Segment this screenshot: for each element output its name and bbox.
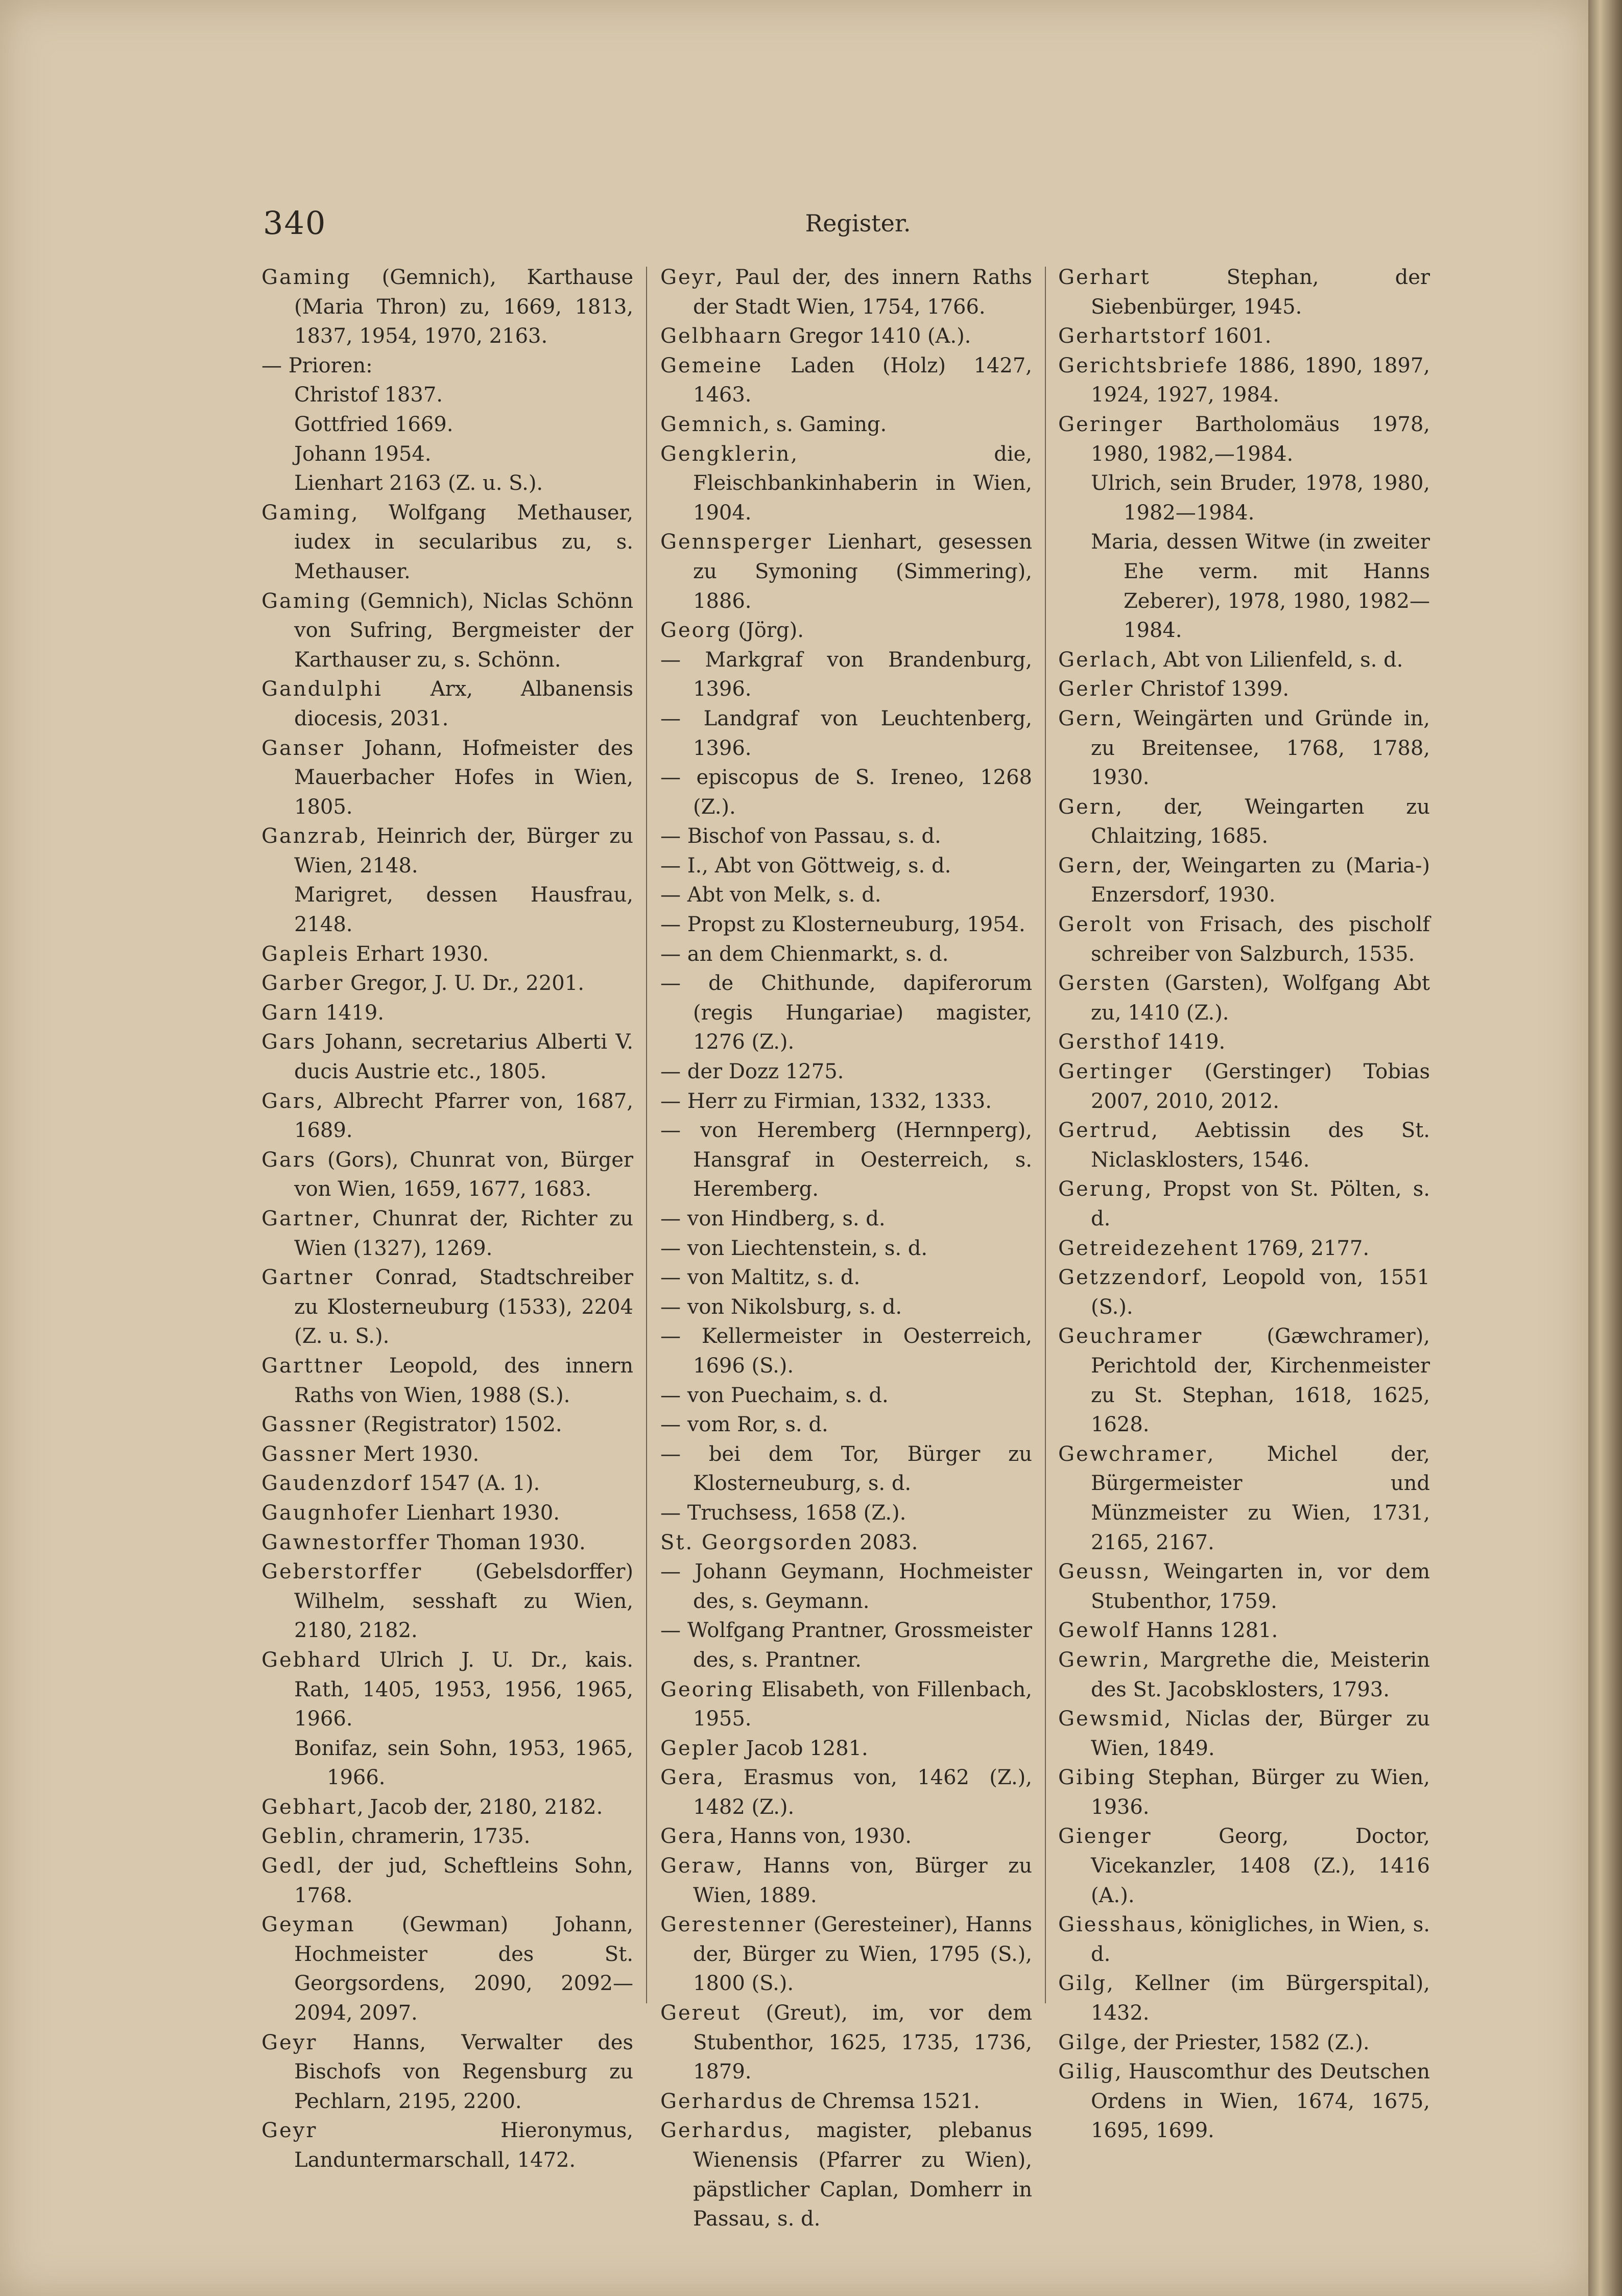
entry-headword: Geraw — [660, 1854, 736, 1878]
index-entry — [660, 2087, 1032, 2117]
entry-text: — Markgraf von Brandenburg, 1396. — [660, 648, 1032, 701]
index-entry — [1058, 675, 1430, 704]
index-entry — [261, 1499, 633, 1528]
index-entry — [261, 940, 633, 969]
index-entry — [660, 351, 1032, 410]
entry-headword: Gienger — [1058, 1825, 1152, 1849]
entry-text: , Wolfgang Methauser, iudex in secularibus zu, s. Methauser. — [294, 501, 633, 583]
entry-text: 1419. — [319, 1001, 384, 1025]
index-entry — [660, 1293, 1032, 1322]
entry-text: , Propst von St. Pölten, s. d. — [1091, 1177, 1430, 1230]
entry-text: , Hanns von, 1930. — [717, 1825, 912, 1849]
entry-headword: Gilg — [1058, 1972, 1107, 1996]
entry-headword: Gewrin — [1058, 1648, 1143, 1672]
index-entry — [660, 969, 1032, 1057]
index-entry — [660, 528, 1032, 616]
index-entry — [660, 1057, 1032, 1087]
index-entry — [660, 822, 1032, 851]
entry-headword: St. Georgsorden — [660, 1530, 853, 1554]
index-entry — [1058, 1440, 1430, 1557]
index-entry — [660, 1852, 1032, 1910]
entry-headword: Gera — [660, 1825, 717, 1849]
entry-text: Jacob 1281. — [739, 1736, 868, 1760]
entry-headword: Gaudenzdorf — [261, 1472, 412, 1496]
entry-text: (Jörg). — [731, 619, 804, 643]
column-rule — [646, 267, 647, 2003]
entry-headword: Gertinger — [1058, 1060, 1173, 1084]
entry-text: , Weingarten in, vor dem Stubenthor, 1759. — [1091, 1560, 1430, 1613]
index-entry — [660, 1675, 1032, 1734]
entry-text: 1601. — [1206, 324, 1272, 348]
entry-headword: Gemeine — [660, 353, 763, 377]
entry-headword: Gaming — [261, 589, 351, 613]
entry-text: — an dem Chienmarkt, s. d. — [660, 942, 949, 966]
page-number: 340 — [263, 204, 327, 242]
index-column-2 — [660, 263, 1032, 2234]
index-entry — [1058, 1028, 1430, 1057]
index-entry — [1058, 793, 1430, 851]
entry-text: 1547 (A. 1). — [412, 1472, 540, 1496]
entry-text: — Propst zu Klosterneuburg, 1954. — [660, 913, 1025, 937]
entry-text: Stephan, der Siebenbürger, 1945. — [1091, 266, 1430, 319]
index-entry — [261, 381, 633, 410]
index-entry — [1058, 1763, 1430, 1822]
entry-text: Mert 1930. — [356, 1442, 480, 1466]
index-entry — [660, 1734, 1032, 1764]
entry-text: , Paul der, des innern Raths der Stadt Wien, 1754, 1766. — [693, 266, 1032, 319]
index-entry — [660, 1763, 1032, 1822]
entry-headword: Gedl — [261, 1854, 316, 1878]
entry-text: (Registrator) 1502. — [356, 1413, 562, 1437]
index-entry — [660, 1910, 1032, 1999]
entry-text: 1886, 1890, 1897, 1924, 1927, 1984. — [1091, 353, 1430, 407]
entry-headword: Gaming — [261, 266, 351, 289]
entry-headword: Getzzendorf — [1058, 1266, 1201, 1290]
entry-text: Hieronymus, Landuntermarschall, 1472. — [294, 2119, 633, 2172]
index-entry — [261, 881, 633, 939]
entry-text: , Heinrich der, Bürger zu Wien, 2148. — [294, 824, 633, 878]
entry-text: — von Maltitz, s. d. — [660, 1266, 861, 1290]
entry-text: — Wolfgang Prantner, Grossmeister des, s. Prantner. — [660, 1619, 1032, 1672]
index-entry — [1058, 1616, 1430, 1646]
entry-headword: Gewsmid — [1058, 1707, 1164, 1731]
entry-text: Bonifaz, sein Sohn, 1953, 1965, 1966. — [294, 1736, 633, 1790]
entry-headword: Gandulphi — [261, 677, 383, 701]
index-entry — [1058, 410, 1430, 469]
entry-text: Georg, Doctor, Vicekanzler, 1408 (Z.), 1416 (A.). — [1091, 1825, 1430, 1907]
entry-text: — vom Ror, s. d. — [660, 1413, 828, 1437]
index-entry — [261, 440, 633, 469]
index-entry — [1058, 646, 1430, 675]
entry-text: — von Liechtenstein, s. d. — [660, 1236, 928, 1260]
index-entry — [660, 704, 1032, 763]
entry-text: (Gemnich), Karthause (Maria Thron) zu, 1669, 1813, 1837, 1954, 1970, 2163. — [294, 266, 633, 348]
index-entry — [261, 1734, 633, 1793]
index-entry — [1058, 2057, 1430, 2146]
entry-headword: Gapleis — [261, 942, 350, 966]
index-entry — [261, 410, 633, 440]
entry-text: Christof 1837. — [294, 383, 443, 407]
entry-text: — von Hindberg, s. d. — [660, 1207, 886, 1230]
entry-text: Stephan, Bürger zu Wien, 1936. — [1091, 1766, 1430, 1819]
index-entry — [1058, 1057, 1430, 1116]
index-column-1 — [261, 263, 633, 2175]
entry-text: , Niclas der, Bürger zu Wien, 1849. — [1091, 1707, 1430, 1760]
entry-headword: Garn — [261, 1001, 319, 1025]
index-entry — [1058, 1234, 1430, 1264]
entry-text: (Gebelsdorffer) Wilhelm, sesshaft zu Wien, 2180, 2182. — [294, 1560, 633, 1643]
entry-headword: Gern — [1058, 706, 1116, 730]
entry-text: , Abt von Lilienfeld, s. d. — [1150, 648, 1403, 672]
entry-text: Erhart 1930. — [349, 942, 489, 966]
entry-text: de Chremsa 1521. — [784, 2089, 980, 2113]
entry-text: , Hanns von, Bürger zu Wien, 1889. — [693, 1854, 1032, 1907]
entry-text: , Jacob der, 2180, 2182. — [357, 1795, 603, 1819]
entry-text: Hanns 1281. — [1139, 1619, 1278, 1643]
index-entry — [261, 499, 633, 587]
entry-text: Johann, secretarius Alberti V. ducis Austrie etc., 1805. — [294, 1030, 633, 1084]
entry-text: (Gerstinger) Tobias 2007, 2010, 2012. — [1091, 1060, 1430, 1113]
entry-headword: Gars — [261, 1148, 317, 1172]
entry-headword: Gerolt — [1058, 913, 1133, 937]
entry-headword: Giesshaus — [1058, 1913, 1177, 1937]
entry-headword: Gerestenner — [660, 1913, 807, 1937]
index-entry — [1058, 528, 1430, 645]
entry-headword: Gerichtsbriefe — [1058, 353, 1229, 377]
entry-text: — Truchsess, 1658 (Z.). — [660, 1501, 907, 1525]
entry-text: — von Puechaim, s. d. — [660, 1383, 889, 1407]
index-entry — [1058, 469, 1430, 528]
entry-text: , der, Weingarten zu Chlaitzing, 1685. — [1091, 795, 1430, 848]
entry-text: (Gemnich), Niclas Schönn von Sufring, Bergmeister der Karthauser zu, s. Schönn. — [294, 589, 633, 672]
index-entry — [261, 1352, 633, 1410]
index-entry — [660, 1234, 1032, 1264]
index-entry — [660, 1440, 1032, 1499]
entry-text: von Frisach, des pischolf schreiber von Salzburch, 1535. — [1091, 913, 1430, 966]
index-column-3 — [1058, 263, 1430, 2146]
entry-headword: Gawnestorffer — [261, 1530, 431, 1554]
entry-text: , königliches, in Wien, s. d. — [1091, 1913, 1430, 1966]
entry-headword: Gerhart — [1058, 266, 1151, 289]
entry-text: — Johann Geymann, Hochmeister des, s. Geymann. — [660, 1560, 1032, 1613]
index-entry — [1058, 322, 1430, 351]
entry-headword: Geyr — [261, 2030, 318, 2054]
entry-text: (Garsten), Wolfgang Abt zu, 1410 (Z.). — [1091, 972, 1430, 1025]
entry-headword: Gebhard — [261, 1648, 362, 1672]
entry-headword: Geblin — [261, 1825, 339, 1849]
index-entry — [660, 1116, 1032, 1204]
entry-text: , Leopold von, 1551 (S.). — [1091, 1266, 1430, 1319]
index-entry — [261, 1822, 633, 1852]
entry-headword: Geyr — [261, 2119, 318, 2143]
index-entry — [1058, 1322, 1430, 1439]
entry-text: , Aebtissin des St. Niclasklosters, 1546. — [1091, 1119, 1430, 1172]
entry-headword: Gengklerin — [660, 442, 791, 466]
index-entry — [261, 1146, 633, 1204]
index-entry — [1058, 1822, 1430, 1910]
entry-text: Conrad, Stadtschreiber zu Klosterneuburg (1533), 2204 (Z. u. S.). — [294, 1266, 633, 1348]
entry-text: Christof 1399. — [1134, 677, 1290, 701]
index-entry — [1058, 2028, 1430, 2058]
entry-text: Elisabeth, von Fillenbach, 1955. — [693, 1677, 1032, 1731]
index-entry — [261, 1557, 633, 1646]
entry-headword: Gern — [1058, 854, 1116, 878]
index-entry — [261, 1469, 633, 1499]
entry-text: 1769, 2177. — [1239, 1236, 1370, 1260]
index-entry — [660, 322, 1032, 351]
entry-headword: Gassner — [261, 1413, 357, 1437]
entry-headword: Gars — [261, 1089, 317, 1113]
entry-headword: Gebhart — [261, 1795, 357, 1819]
entry-headword: Gewolf — [1058, 1619, 1140, 1643]
index-entry — [660, 763, 1032, 822]
entry-headword: Garttner — [261, 1354, 364, 1378]
entry-text: , der Priester, 1582 (Z.). — [1120, 2030, 1370, 2054]
entry-headword: Geberstorffer — [261, 1560, 423, 1584]
page-edge — [1588, 0, 1622, 2296]
entry-headword: Gern — [1058, 795, 1116, 819]
index-entry — [660, 910, 1032, 940]
entry-text: , Erasmus von, 1462 (Z.), 1482 (Z.). — [693, 1766, 1032, 1819]
entry-text: , der, Weingarten zu (Maria-) Enzersdorf, 1930. — [1091, 854, 1430, 907]
entry-headword: Ganzrab — [261, 824, 360, 848]
entry-text: — Abt von Melk, s. d. — [660, 883, 881, 907]
index-entry — [660, 1528, 1032, 1558]
index-entry — [1058, 1557, 1430, 1616]
entry-headword: Gera — [660, 1766, 717, 1790]
entry-text: Bartholomäus 1978, 1980, 1982,—1984. — [1091, 412, 1430, 466]
index-entry — [660, 410, 1032, 440]
entry-text: , chramerin, 1735. — [338, 1825, 531, 1849]
entry-text: — von Heremberg (Hernnperg), Hansgraf in Oesterreich, s. Heremberg. — [660, 1119, 1032, 1201]
entry-headword: Gartner — [261, 1207, 354, 1230]
entry-text: , die, Fleischbankinhaberin in Wien, 1904. — [693, 442, 1032, 525]
entry-text: Lienhart, gesessen zu Symoning (Simmering), 1886. — [693, 530, 1032, 613]
index-entry — [261, 1028, 633, 1086]
entry-headword: Getreidezehent — [1058, 1236, 1239, 1260]
entry-headword: Gilig — [1058, 2060, 1115, 2084]
index-entry — [660, 2116, 1032, 2234]
index-entry — [1058, 704, 1430, 793]
entry-headword: Gerhardus — [660, 2089, 784, 2113]
index-entry — [1058, 1263, 1430, 1322]
entry-text: — Prioren: — [261, 353, 373, 377]
entry-text: Gottfried 1669. — [294, 412, 454, 436]
index-entry — [261, 822, 633, 881]
index-entry — [1058, 1646, 1430, 1705]
index-entry — [660, 616, 1032, 646]
entry-text: 1419. — [1160, 1030, 1226, 1054]
index-entry — [261, 2116, 633, 2175]
entry-headword: Gaugnhofer — [261, 1501, 400, 1525]
entry-text: Lienhart 1930. — [399, 1501, 560, 1525]
entry-headword: Geringer — [1058, 412, 1163, 436]
entry-headword: Gemnich — [660, 412, 764, 436]
entry-headword: Gartner — [261, 1266, 354, 1290]
index-entry — [1058, 1969, 1430, 2028]
index-entry — [261, 351, 633, 381]
entry-headword: Gerler — [1058, 677, 1134, 701]
entry-headword: Gars — [261, 1030, 317, 1054]
entry-headword: Geyr — [660, 266, 717, 289]
entry-headword: Gersthof — [1058, 1030, 1160, 1054]
entry-headword: Gepler — [660, 1736, 740, 1760]
entry-text: Lienhart 2163 (Z. u. S.). — [294, 471, 543, 495]
entry-headword: Gilge — [1058, 2030, 1120, 2054]
entry-text: Thoman 1930. — [430, 1530, 586, 1554]
index-entry — [261, 1263, 633, 1352]
entry-text: , Kellner (im Bürgerspital), 1432. — [1091, 1972, 1430, 2025]
entry-headword: Garber — [261, 972, 344, 996]
index-entry — [660, 1499, 1032, 1528]
index-entry — [1058, 851, 1430, 910]
index-entry — [261, 969, 633, 999]
index-entry — [261, 1410, 633, 1440]
index-entry — [660, 1263, 1032, 1293]
index-entry — [261, 1087, 633, 1146]
index-entry — [1058, 263, 1430, 322]
entry-text: , Albrecht Pfarrer von, 1687, 1689. — [294, 1089, 633, 1143]
entry-text: , Weingärten und Gründe in, zu Breitensee, 1768, 1788, 1930. — [1091, 706, 1430, 790]
index-entry — [261, 1793, 633, 1822]
entry-text: Leopold, des innern Raths von Wien, 1988 (S.). — [294, 1354, 633, 1407]
entry-text: — Bischof von Passau, s. d. — [660, 824, 941, 848]
entry-headword: Georg — [660, 619, 732, 643]
index-entry — [261, 1852, 633, 1910]
entry-headword: Geuchramer — [1058, 1324, 1203, 1348]
entry-text: Arx, Albanensis diocesis, 2031. — [294, 677, 633, 730]
entry-headword: Gassner — [261, 1442, 357, 1466]
entry-text: Gregor, J. U. Dr., 2201. — [344, 972, 584, 996]
entry-text: , Margrethe die, Meisterin des St. Jacobsklosters, 1793. — [1091, 1648, 1430, 1701]
index-entry — [261, 999, 633, 1028]
index-entry — [660, 646, 1032, 704]
entry-text: , der jud, Scheftleins Sohn, 1768. — [294, 1854, 633, 1907]
entry-headword: Ganser — [261, 736, 345, 760]
index-entry — [261, 263, 633, 351]
index-entry — [1058, 910, 1430, 969]
running-head: Register. — [805, 209, 911, 237]
index-entry — [660, 851, 1032, 881]
entry-text: Johann, Hofmeister des Mauerbacher Hofes in Wien, 1805. — [294, 736, 633, 819]
column-rule — [1045, 267, 1046, 2003]
entry-text: — von Nikolsburg, s. d. — [660, 1295, 902, 1319]
entry-headword: Gibing — [1058, 1766, 1136, 1790]
index-entry — [660, 1822, 1032, 1852]
entry-text: , Michel der, Bürgermeister und Münzmeister zu Wien, 1731, 2165, 2167. — [1091, 1442, 1430, 1554]
entry-text: Maria, dessen Witwe (in zweiter Ehe verm. mit Hanns Zeberer), 1978, 1980, 1982—1984. — [1091, 530, 1430, 643]
entry-text: — Kellermeister in Oesterreich, 1696 (S.). — [660, 1324, 1032, 1378]
index-entry — [261, 1528, 633, 1558]
entry-text: Ulrich J. U. Dr., kais. Rath, 1405, 1953, 1956, 1965, 1966. — [294, 1648, 633, 1731]
entry-headword: Gerung — [1058, 1177, 1145, 1201]
index-entry — [660, 1616, 1032, 1675]
entry-text: (Greut), im, vor dem Stubenthor, 1625, 1735, 1736, 1879. — [693, 2001, 1032, 2084]
entry-text: Gregor 1410 (A.). — [782, 324, 971, 348]
entry-text: — I., Abt von Göttweig, s. d. — [660, 854, 951, 878]
index-entry — [660, 1204, 1032, 1234]
index-entry — [261, 1910, 633, 2028]
entry-headword: Geussn — [1058, 1560, 1143, 1584]
index-entry — [261, 1646, 633, 1734]
index-entry — [261, 469, 633, 499]
index-entry — [660, 263, 1032, 322]
index-entry — [1058, 1910, 1430, 1969]
index-entry — [1058, 1116, 1430, 1175]
entry-headword: Gaming — [261, 501, 351, 525]
index-entry — [660, 940, 1032, 969]
entry-text: — Landgraf von Leuchtenberg, 1396. — [660, 706, 1032, 760]
index-entry — [1058, 1175, 1430, 1234]
index-entry — [261, 1440, 633, 1470]
index-entry — [261, 1204, 633, 1263]
entry-headword: Gereut — [660, 2001, 742, 2025]
entry-headword: Gersten — [1058, 972, 1151, 996]
entry-text: — de Chithunde, dapiferorum (regis Hungariae) magister, 1276 (Z.). — [660, 972, 1032, 1054]
entry-text: — episcopus de S. Ireneo, 1268 (Z.). — [660, 766, 1032, 819]
entry-headword: Gerhardus — [660, 2119, 784, 2143]
entry-text: — Herr zu Firmian, 1332, 1333. — [660, 1089, 992, 1113]
index-entry — [660, 1410, 1032, 1440]
entry-text: Ulrich, sein Bruder, 1978, 1980, 1982—1984. — [1091, 471, 1430, 525]
entry-text: — bei dem Tor, Bürger zu Klosterneuburg, s. d. — [660, 1442, 1032, 1496]
index-entry — [660, 1999, 1032, 2087]
index-entry — [660, 1557, 1032, 1616]
index-entry — [660, 881, 1032, 910]
entry-text: , Hauscomthur des Deutschen Ordens in Wien, 1674, 1675, 1695, 1699. — [1091, 2060, 1430, 2143]
index-entry — [1058, 1705, 1430, 1763]
entry-text: (Gors), Chunrat von, Bürger von Wien, 1659, 1677, 1683. — [294, 1148, 633, 1201]
index-entry — [261, 2028, 633, 2117]
entry-text: 2083. — [853, 1530, 918, 1554]
entry-headword: Gertrud — [1058, 1119, 1152, 1143]
index-entry — [660, 1322, 1032, 1381]
entry-text: (Gewman) Johann, Hochmeister des St. Georgsordens, 2090, 2092—2094, 2097. — [294, 1913, 633, 2025]
index-entry — [660, 440, 1032, 528]
entry-text: Laden (Holz) 1427, 1463. — [693, 353, 1032, 407]
entry-text: , magister, plebanus Wienensis (Pfarrer zu Wien), päpstlicher Caplan, Domherr in Passau, s. d. — [693, 2119, 1032, 2231]
entry-text: , Chunrat der, Richter zu Wien (1327), 1269. — [294, 1207, 633, 1260]
entry-headword: Gelbhaarn — [660, 324, 783, 348]
entry-text: (Gæwchramer), Perichtold der, Kirchenmeister zu St. Stephan, 1618, 1625, 1628. — [1091, 1324, 1430, 1437]
entry-headword: Gerhartstorf — [1058, 324, 1207, 348]
index-entry — [660, 1087, 1032, 1117]
index-entry — [660, 1381, 1032, 1411]
index-entry — [1058, 351, 1430, 410]
entry-headword: Gennsperger — [660, 530, 813, 554]
index-entry — [261, 587, 633, 675]
entry-text: (Geresteiner), Hanns der, Bürger zu Wien, 1795 (S.), 1800 (S.). — [693, 1913, 1032, 1996]
entry-headword: Georing — [660, 1677, 754, 1701]
entry-headword: Gewchramer — [1058, 1442, 1207, 1466]
entry-headword: Geyman — [261, 1913, 355, 1937]
index-entry — [261, 675, 633, 733]
entry-headword: Gerlach — [1058, 648, 1151, 672]
entry-text: — der Dozz 1275. — [660, 1060, 844, 1084]
entry-text: Marigret, dessen Hausfrau, 2148. — [294, 883, 633, 937]
entry-text: , s. Gaming. — [763, 412, 887, 436]
index-entry — [1058, 969, 1430, 1028]
entry-text: Hanns, Verwalter des Bischofs von Regensburg zu Pechlarn, 2195, 2200. — [294, 2030, 633, 2113]
index-entry — [261, 734, 633, 822]
entry-text: Johann 1954. — [294, 442, 432, 466]
